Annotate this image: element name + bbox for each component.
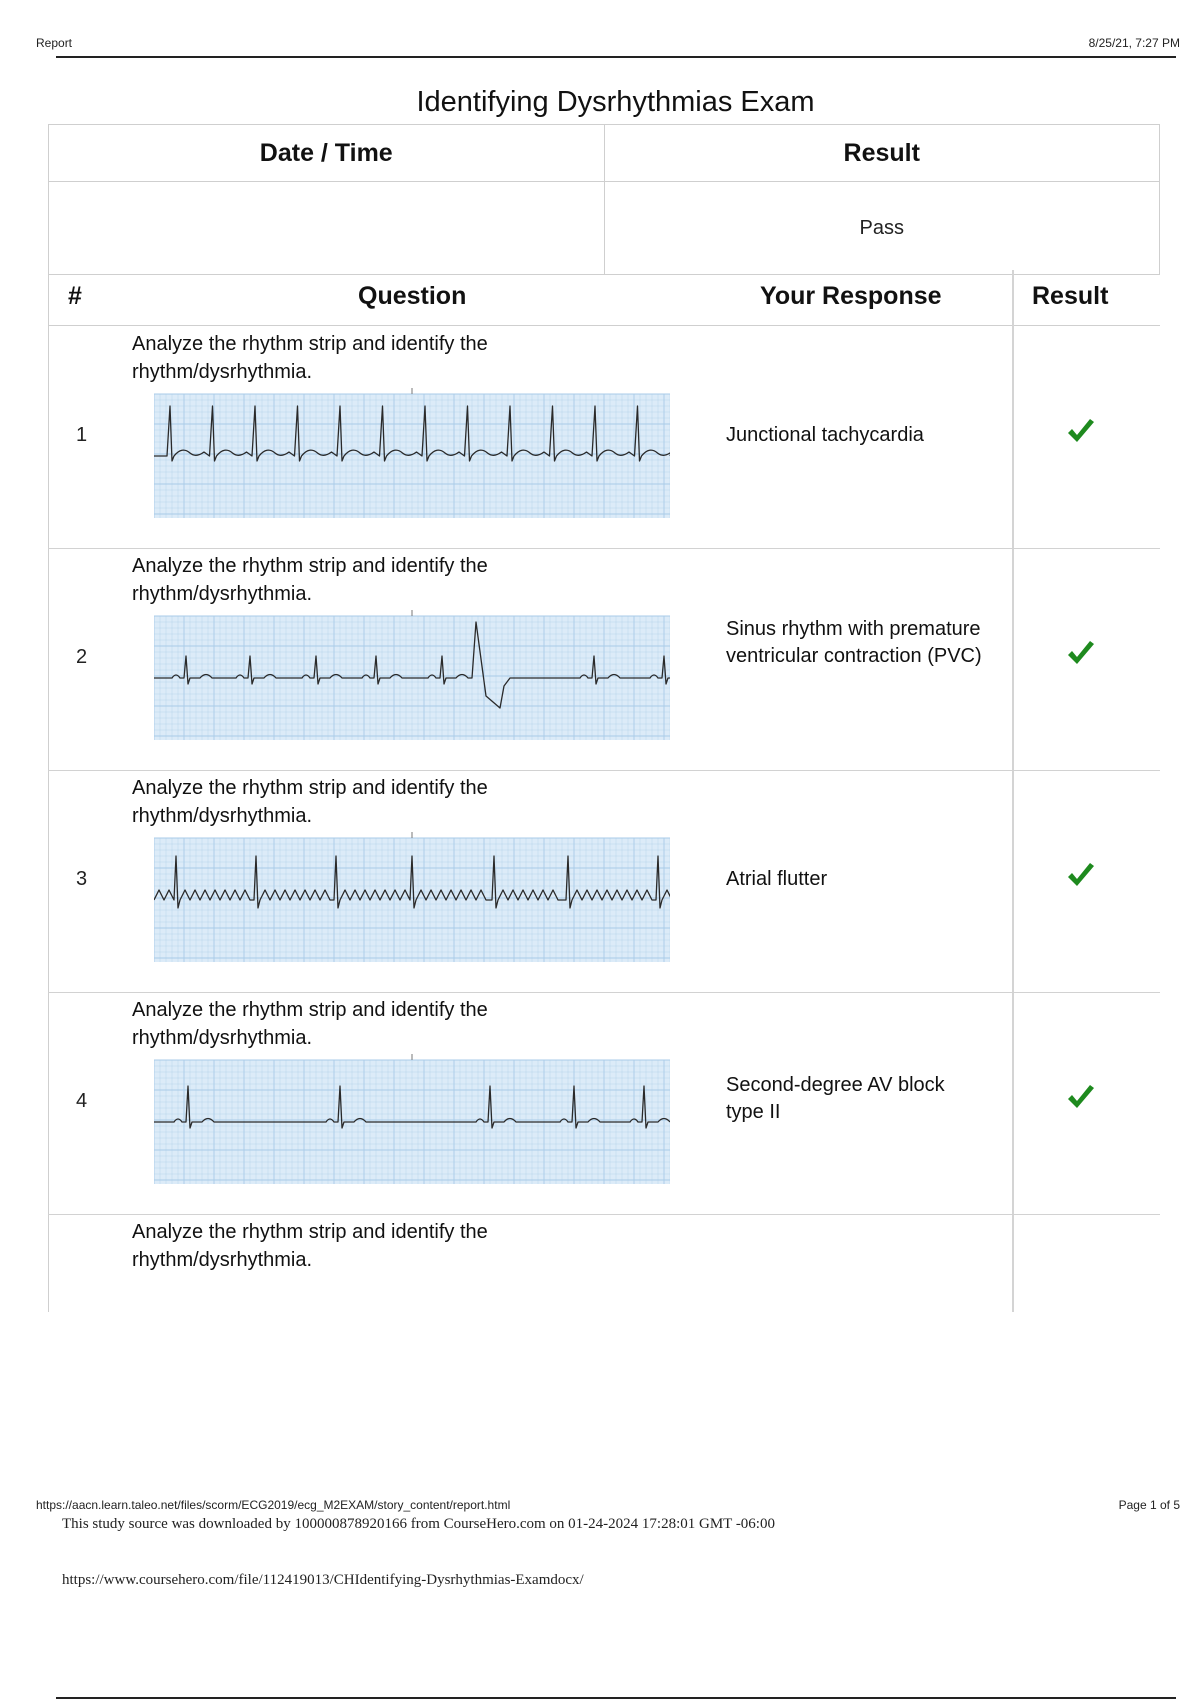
study-source-notice: This study source was downloaded by 100000878920166 from CourseHero.com on 01-24-2024 17:28:01 GMT -06:00 bbox=[62, 1516, 775, 1532]
summary-table bbox=[48, 124, 1160, 275]
footer-divider bbox=[56, 1697, 1176, 1699]
footer-url: https://aacn.learn.taleo.net/files/scorm/ECG2019/ecg_M2EXAM/story_content/report.html bbox=[36, 1498, 511, 1512]
question-row-5 bbox=[48, 1214, 1160, 1314]
question-number: 3 bbox=[76, 868, 88, 890]
checkmark-icon bbox=[1066, 862, 1096, 890]
rhythm-strip-image bbox=[154, 388, 670, 518]
question-row-1 bbox=[48, 326, 1160, 549]
rhythm-strip-image bbox=[154, 610, 670, 740]
question-row-4 bbox=[48, 992, 1160, 1215]
question-text: Analyze the rhythm strip and identify the rhythm/dysrhythmia. bbox=[132, 999, 488, 1049]
questions-header bbox=[48, 270, 1160, 326]
question-row-2 bbox=[48, 548, 1160, 771]
summary-date-header: Date / Time bbox=[49, 125, 605, 182]
summary-date-value bbox=[49, 182, 605, 275]
header-timestamp: 8/25/21, 7:27 PM bbox=[1088, 36, 1180, 50]
checkmark-icon bbox=[1066, 640, 1096, 668]
question-text: Analyze the rhythm strip and identify the rhythm/dysrhythmia. bbox=[132, 333, 488, 383]
response-text: Sinus rhythm with premature ventricular contraction (PVC) bbox=[726, 618, 982, 667]
question-text: Analyze the rhythm strip and identify the rhythm/dysrhythmia. bbox=[132, 555, 488, 605]
rhythm-strip-image bbox=[154, 1054, 670, 1184]
question-text: Analyze the rhythm strip and identify the rhythm/dysrhythmia. bbox=[132, 777, 488, 827]
question-number: 4 bbox=[76, 1090, 88, 1112]
response-text: Atrial flutter bbox=[726, 868, 828, 890]
rhythm-strip-image bbox=[154, 832, 670, 962]
col-question-header: Question bbox=[358, 282, 467, 310]
question-text: Analyze the rhythm strip and identify the rhythm/dysrhythmia. bbox=[132, 1221, 488, 1271]
col-result-header: Result bbox=[1032, 282, 1109, 310]
checkmark-icon bbox=[1066, 1084, 1096, 1112]
question-number: 1 bbox=[76, 424, 88, 446]
summary-result-header: Result bbox=[604, 125, 1160, 182]
col-response-header: Your Response bbox=[760, 282, 942, 310]
page-title: Identifying Dysrhythmias Exam bbox=[416, 86, 815, 118]
footer-page-number: Page 1 of 5 bbox=[1118, 1498, 1180, 1512]
response-text: Junctional tachycardia bbox=[726, 424, 924, 446]
question-number: 2 bbox=[76, 646, 88, 668]
summary-result-value: Pass bbox=[604, 182, 1160, 275]
header-left: Report bbox=[36, 36, 73, 50]
col-num-header: # bbox=[68, 282, 82, 310]
source-link[interactable]: https://www.coursehero.com/file/112419013/CHIdentifying-Dysrhythmias-Examdocx/ bbox=[62, 1572, 584, 1588]
header-divider bbox=[56, 56, 1176, 58]
question-row-3 bbox=[48, 770, 1160, 993]
response-text: Second-degree AV block type II bbox=[726, 1074, 945, 1123]
checkmark-icon bbox=[1066, 418, 1096, 446]
